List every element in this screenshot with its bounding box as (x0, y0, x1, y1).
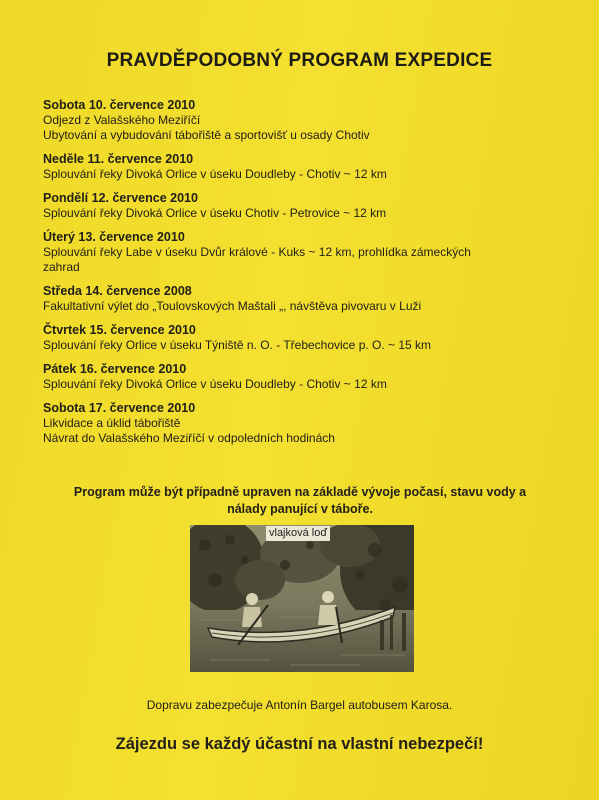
schedule-list (43, 98, 563, 455)
day-date: Středa 14. července 2008 (43, 284, 192, 298)
day-description: Ubytování a vybudování tábořiště a sportovišť u osady Chotiv (43, 128, 370, 142)
day-date: Neděle 11. července 2010 (43, 152, 194, 166)
schedule-day (43, 152, 563, 182)
schedule-day (43, 362, 563, 392)
schedule-day (43, 323, 563, 353)
schedule-day (43, 191, 563, 221)
schedule-day (43, 230, 563, 275)
canoe-photo (190, 525, 414, 672)
day-date: Čtvrtek 15. července 2010 (43, 323, 196, 337)
canoe-photo-illustration (190, 525, 414, 672)
day-description: Splouvání řeky Divoká Orlice v úseku Doudleby - Chotiv ~ 12 km (43, 377, 387, 391)
day-description: Odjezd z Valašského Meziříčí (43, 113, 201, 127)
day-description: Splouvání řeky Divoká Orlice v úseku Doudleby - Chotiv ~ 12 km (43, 167, 387, 181)
day-description: Fakultativní výlet do „Toulovskových Maštali „, návštěva pivovaru v Luži (43, 299, 422, 313)
day-description: Likvidace a úklid tábořiště (43, 416, 181, 430)
warning-note: Zájezdu se každý účastní na vlastní nebezpečí! (115, 735, 484, 753)
schedule-day (43, 284, 563, 314)
page-title: PRAVDĚPODOBNÝ PROGRAM EXPEDICE (106, 50, 493, 71)
day-description: zahrad (43, 260, 80, 274)
day-date: Sobota 10. července 2010 (43, 98, 196, 112)
day-description: Splouvání řeky Labe v úseku Dvůr králové - Kuks ~ 12 km, prohlídka zámeckých (43, 245, 471, 259)
day-date: Pátek 16. července 2010 (43, 362, 187, 376)
schedule-day (43, 401, 563, 446)
program-change-notice (40, 484, 560, 518)
day-description: Splouvání řeky Orlice v úseku Týniště n. O. - Třebechovice p. O. ~ 15 km (43, 338, 432, 352)
day-description: Splouvání řeky Divoká Orlice v úseku Chotiv - Petrovice ~ 12 km (43, 206, 387, 220)
schedule-day (43, 98, 563, 143)
photo-caption: vlajková loď (266, 526, 330, 541)
day-description: Návrat do Valašského Meziříčí v odpoledních hodinách (43, 431, 335, 445)
day-date: Úterý 13. července 2010 (43, 230, 185, 244)
notice-line: Program může být případně upraven na základě vývoje počasí, stavu vody a (73, 485, 527, 499)
notice-line: nálady panující v táboře. (227, 502, 373, 516)
transport-note: Dopravu zabezpečuje Antonín Bargel autobusem Karosa. (146, 698, 453, 712)
day-date: Pondělí 12. července 2010 (43, 191, 198, 205)
day-date: Sobota 17. července 2010 (43, 401, 196, 415)
